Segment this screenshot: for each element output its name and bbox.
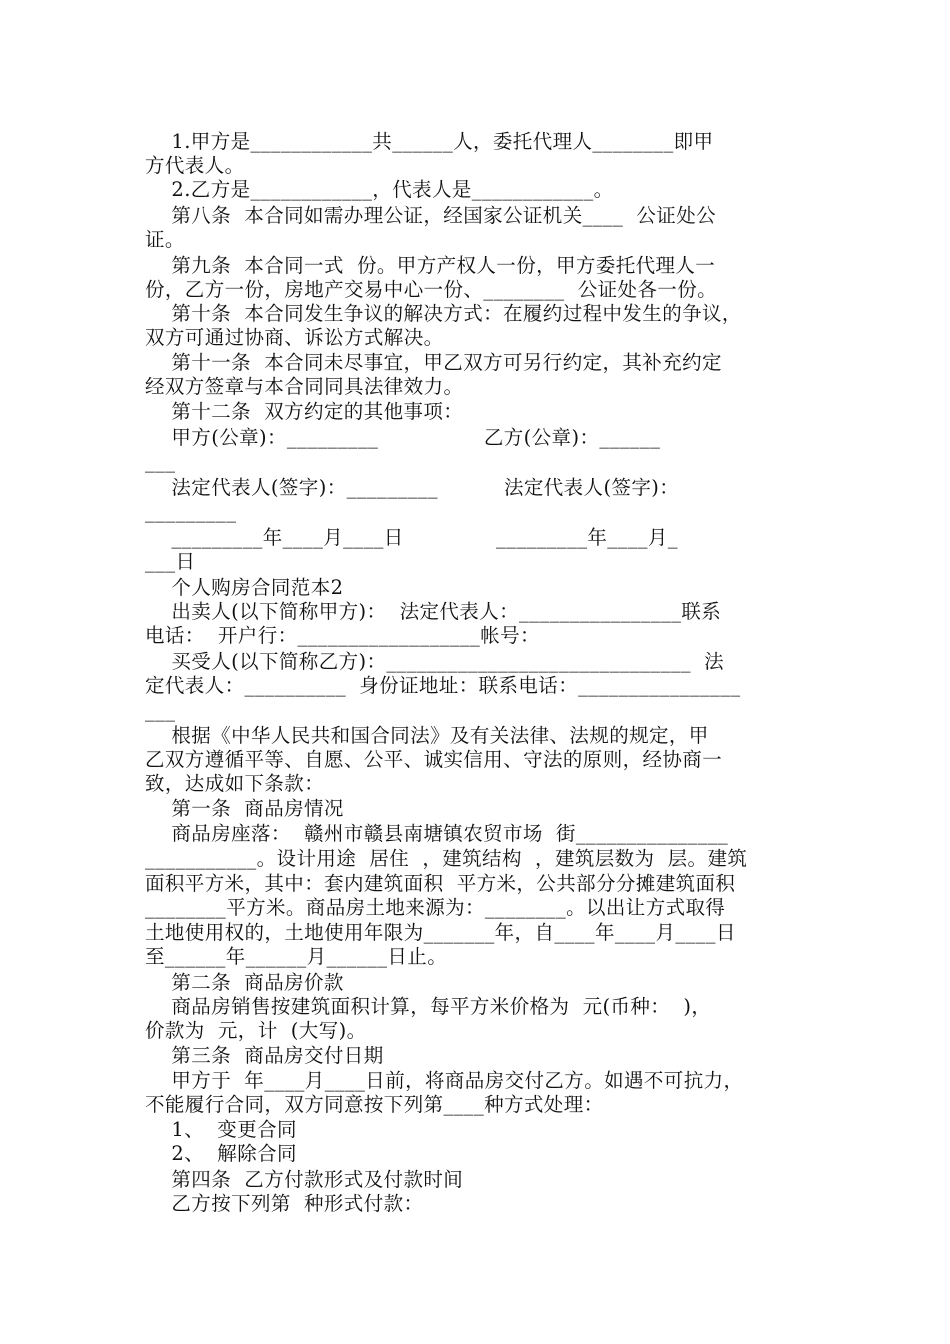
document-line: ___ xyxy=(145,699,176,722)
document-line: 第三条 商品房交付日期 xyxy=(145,1044,384,1067)
document-line: 第十条 本合同发生争议的解决方式：在履约过程中发生的争议， xyxy=(145,302,742,325)
document-line: 经双方签章与本合同同具法律效力。 xyxy=(145,375,464,398)
document-line: 价款为 元，计 (大写)。 xyxy=(145,1019,367,1042)
document-line: 至______年______月______日止。 xyxy=(145,945,448,968)
document-line: 第二条 商品房价款 xyxy=(145,971,344,994)
document-line: 证。 xyxy=(145,228,185,251)
document-line: 份，乙方一份，房地产交易中心一份、________ 公证处各一份。 xyxy=(145,278,717,301)
document-line: 个人购房合同范本2 xyxy=(145,576,344,599)
document-line: ________平方米。商品房土地来源为：________。以出让方式取得 xyxy=(145,896,726,919)
document-line: ___ xyxy=(145,450,176,473)
document-line: 法定代表人(签字)：_________ 法定代表人(签字)： xyxy=(145,476,680,499)
document-line: ___日 xyxy=(145,550,196,573)
document-line: 致，达成如下条款： xyxy=(145,772,325,795)
document-line: 甲方(公章)：_________ 乙方(公章)：______ xyxy=(145,426,661,449)
document-line: 第九条 本合同一式 份。甲方产权人一份，甲方委托代理人一 xyxy=(145,254,716,277)
document-line: 不能履行合同，双方同意按下列第____种方式处理： xyxy=(145,1093,604,1116)
document-line: 第一条 商品房情况 xyxy=(145,797,344,820)
document-line: 商品房座落： 赣州市赣县南塘镇农贸市场 街_______________ xyxy=(145,822,729,845)
document-line: 双方可通过协商、诉讼方式解决。 xyxy=(145,326,444,349)
document-line: 第四条 乙方付款形式及付款时间 xyxy=(145,1168,464,1191)
document-line: ___________。设计用途 居住 ，建筑结构 ，建筑层数为 层。建筑 xyxy=(145,847,748,870)
document-line: 电话： 开户行：__________________帐号： xyxy=(145,624,540,647)
document-line: 乙方按下列第 种形式付款： xyxy=(145,1192,424,1215)
document-line: 甲方于 年____月____日前，将商品房交付乙方。如遇不可抗力， xyxy=(145,1069,744,1092)
document-line: 根据《中华人民共和国合同法》及有关法律、法规的规定，甲 xyxy=(145,724,709,747)
document-line: 1.甲方是____________共______人，委托代理人________即甲 xyxy=(145,130,714,153)
document-line: 第十二条 双方约定的其他事项： xyxy=(145,400,464,423)
document-line: 1、 变更合同 xyxy=(145,1118,297,1141)
document-line: _________年____月____日 _________年____月_ xyxy=(145,526,678,549)
document-line: 出卖人(以下简称甲方)： 法定代表人：________________联系 xyxy=(145,600,722,623)
document-line: 定代表人：__________ 身份证地址：联系电话：________________ xyxy=(145,674,741,697)
document-line: 面积平方米，其中：套内建筑面积 平方米，公共部分分摊建筑面积 xyxy=(145,872,736,895)
document-line: 第八条 本合同如需办理公证，经国家公证机关____ 公证处公 xyxy=(145,204,716,227)
document-line: 第十一条 本合同未尽事宜，甲乙双方可另行约定，其补充约定 xyxy=(145,351,722,374)
document-line: 2.乙方是____________，代表人是____________。 xyxy=(145,178,614,201)
document-line: 乙双方遵循平等、自愿、公平、诚实信用、守法的原则，经协商一 xyxy=(145,748,723,771)
document-line: 买受人(以下简称乙方)：______________________________ 法 xyxy=(145,650,725,673)
document-line: 方代表人。 xyxy=(145,154,245,177)
document-line: _________ xyxy=(145,500,237,523)
document-line: 2、 解除合同 xyxy=(145,1142,297,1165)
document-line: 商品房销售按建筑面积计算，每平方米价格为 元(币种： )， xyxy=(145,995,712,1018)
document-line: 土地使用权的，土地使用年限为_______年，自____年____月____日 xyxy=(145,921,736,944)
